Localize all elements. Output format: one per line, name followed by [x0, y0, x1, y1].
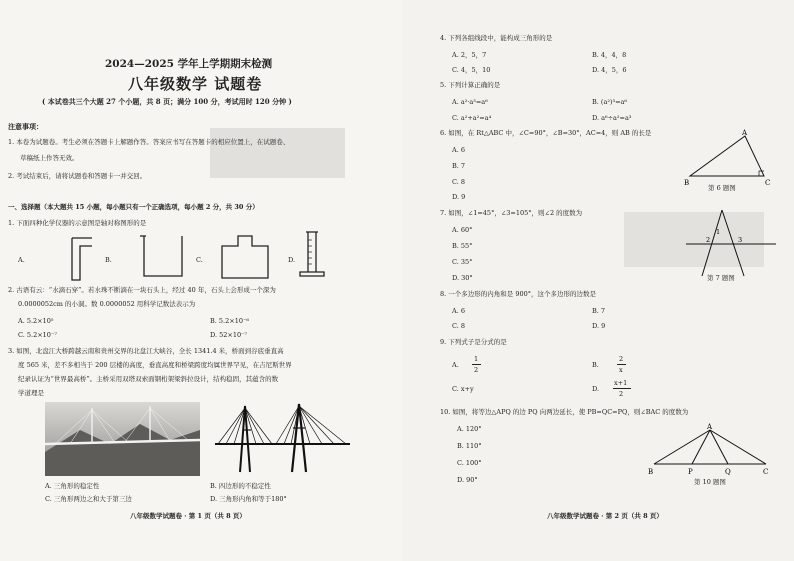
q9-option-a-numerator: 1 — [474, 355, 479, 363]
q9-option-d-numerator: x+1 — [614, 379, 628, 387]
l-shaped-tube-icon — [72, 238, 92, 280]
q8-option-b: B. 7 — [592, 307, 606, 315]
q10-option-a: A. 120° — [457, 425, 482, 433]
note-line: 1. 本卷为试题卷。考生必须在答题卡上解题作答。答案应书写在答题卡的相应位置上，在试题卷、 — [8, 138, 290, 146]
q2-option-c: C. 5.2×10⁻⁷ — [18, 331, 57, 339]
q8-stem: 8. 一个多边形的内角和是 900°，这个多边形的边数是 — [440, 290, 596, 298]
q10-point-a: A — [707, 423, 713, 431]
q10-point-c: C — [763, 468, 769, 476]
q6-stem: 6. 如图，在 Rt△ABC 中，∠C=90°，∠B=30°，AC=4，则 AB 的长是 — [440, 129, 652, 137]
q1-label-c: C. — [196, 256, 203, 264]
exam-header-title: 2024—2025 学年上学期期末检测 — [105, 58, 273, 70]
q6-caption: 第 6 题图 — [708, 184, 736, 192]
q7-option-d: D. 30° — [452, 274, 473, 282]
q2-stem-line: 2. 古语有云：“水滴石穿”。若水珠不断滴在一块石头上，经过 40 年，石头上会形成一个深为 — [8, 286, 276, 294]
beaker-icon — [140, 236, 182, 276]
q3-stem-line: 学道理是 — [18, 389, 44, 397]
q6-option-c: C. 8 — [452, 178, 466, 186]
bleed-through-image — [210, 128, 345, 178]
q6-point-a: A — [742, 129, 748, 137]
q3-stem-line: 度 565 米，差不多相当于 200 层楼的高度，垂直高度和桥梁跨度均属世界罕见，在吉尼斯世界 — [18, 361, 292, 369]
q9-option-b-denominator: x — [619, 366, 623, 374]
q2-option-a: A. 5.2×10⁵ — [18, 317, 54, 325]
q2-stem-line: 0.0000052cm 的小洞。数 0.0000052 用科学记数法表示为 — [18, 300, 196, 308]
q7-angle-1: 1 — [716, 228, 721, 236]
q9-option-c: C. x+y — [452, 385, 474, 393]
q10-point-b: B — [648, 468, 654, 476]
q1-label-b: B. — [105, 256, 112, 264]
q10-triangle-figure — [642, 422, 777, 476]
q6-option-d: D. 9 — [452, 193, 466, 201]
q10-stem: 10. 如图，将等边△APQ 的边 PQ 向两边延长，使 PB=QC=PQ，则∠BAC 的度数为 — [440, 408, 689, 416]
q3-stem-line: 纪录认证为“世界最高桥”。主桥采用双塔双索面钢桁架梁斜拉设计，结构稳固，其蕴含的数 — [18, 375, 279, 383]
q9-option-a-fraction-bar — [472, 364, 481, 365]
q6-option-a: A. 6 — [452, 146, 465, 154]
q4-option-d: D. 4，5，6 — [592, 66, 627, 74]
q7-angle-3: 3 — [738, 236, 743, 244]
q9-stem: 9. 下列式子是分式的是 — [440, 338, 507, 346]
q9-option-a-denominator: 2 — [474, 366, 479, 374]
q7-option-b: B. 55° — [452, 242, 473, 250]
q10-option-c: C. 100° — [457, 459, 482, 467]
q2-option-b: B. 5.2×10⁻⁶ — [210, 317, 249, 325]
q9-option-d-denominator: 2 — [619, 390, 624, 398]
q7-option-a: A. 60° — [452, 226, 473, 234]
q6-point-c: C — [765, 179, 771, 187]
cable-stayed-bridge-diagram — [215, 404, 350, 472]
q5-option-a: A. a²·a³=a⁶ — [452, 98, 488, 106]
q8-option-d: D. 9 — [592, 322, 606, 330]
q3-stem-line: 3. 如图，北盘江大桥跨越云南和贵州交界的北盘江大峡谷，全长 1341.4 米，桥面到谷底垂直高 — [8, 347, 284, 355]
q7-option-c: C. 35° — [452, 258, 473, 266]
q6-option-b: B. 7 — [452, 162, 466, 170]
section-1-heading: 一、选择题（本大题共 15 小题，每小题只有一个正确选项，每小题 2 分，共 30 分） — [8, 203, 259, 211]
q3-option-a: A. 三角形的稳定性 — [45, 482, 100, 490]
q10-option-d: D. 90° — [457, 476, 478, 484]
q4-option-a: A. 2，5，7 — [452, 51, 487, 59]
q5-stem: 5. 下列计算正确的是 — [440, 81, 501, 89]
graduated-cylinder-icon — [300, 232, 324, 276]
page-footer: 八年级数学试题卷 · 第 1 页（共 8 页） — [130, 512, 246, 520]
q1-instrument-figures — [0, 228, 402, 288]
exam-page-2 — [402, 0, 794, 561]
q10-caption: 第 10 题图 — [694, 478, 726, 486]
q3-option-c: C. 三角形两边之和大于第三边 — [45, 495, 132, 503]
exam-subject-title: 八年级数学 试题卷 — [128, 75, 263, 93]
q5-option-b: B. (a²)³=a⁶ — [592, 98, 627, 106]
bridge-photo — [45, 402, 200, 476]
q9-option-d-fraction-bar — [613, 388, 631, 389]
q1-stem: 1. 下面四种化学仪器的示意图是轴对称图形的是 — [8, 219, 147, 227]
q5-option-c: C. a²+a²=a⁴ — [452, 114, 492, 122]
flask-icon — [222, 236, 268, 278]
q7-stem: 7. 如图，∠1=45°，∠3=105°，则∠2 的度数为 — [440, 209, 583, 217]
q7-caption: 第 7 题图 — [707, 274, 735, 282]
q10-option-b: B. 110° — [457, 442, 482, 450]
q8-option-c: C. 8 — [452, 322, 466, 330]
q10-point-q: Q — [725, 468, 731, 476]
q9-option-b-fraction-bar — [617, 364, 626, 365]
page-footer: 八年级数学试题卷 · 第 2 页（共 8 页） — [547, 512, 663, 520]
note-line: 2. 考试结束后，请将试题卷和答题卡一并交回。 — [8, 172, 147, 180]
notes-title: 注意事项： — [8, 122, 43, 131]
q9-option-b-label: B. — [592, 361, 599, 369]
q5-option-d: D. a⁶÷a²=a³ — [592, 114, 632, 122]
q7-angle-2: 2 — [706, 236, 711, 244]
q9-option-b-numerator: 2 — [619, 355, 624, 363]
q7-angles-figure — [680, 208, 780, 278]
q3-option-b: B. 四边形的不稳定性 — [210, 482, 271, 490]
q4-option-b: B. 4，4，8 — [592, 51, 627, 59]
note-line: 草稿纸上作答无效。 — [20, 154, 79, 162]
q9-option-d-label: D. — [592, 385, 600, 393]
q1-label-a: A. — [18, 256, 25, 264]
q1-label-d: D. — [288, 256, 296, 264]
q8-option-a: A. 6 — [452, 307, 465, 315]
q2-option-d: D. 52×10⁻⁷ — [210, 331, 248, 339]
exam-info: ( 本试卷共三个大题 27 个小题，共 8 页；满分 100 分，考试用时 120 分钟 ) — [42, 97, 292, 106]
q4-stem: 4. 下列各组线段中，能构成三角形的是 — [440, 34, 553, 42]
q4-option-c: C. 4，5，10 — [452, 66, 491, 74]
q3-bridge-figures — [0, 400, 402, 478]
q10-point-p: P — [688, 468, 693, 476]
q6-point-b: B — [684, 179, 690, 187]
q9-option-a-label: A. — [452, 361, 459, 369]
q3-option-d: D. 三角形内角和等于180° — [210, 495, 287, 503]
